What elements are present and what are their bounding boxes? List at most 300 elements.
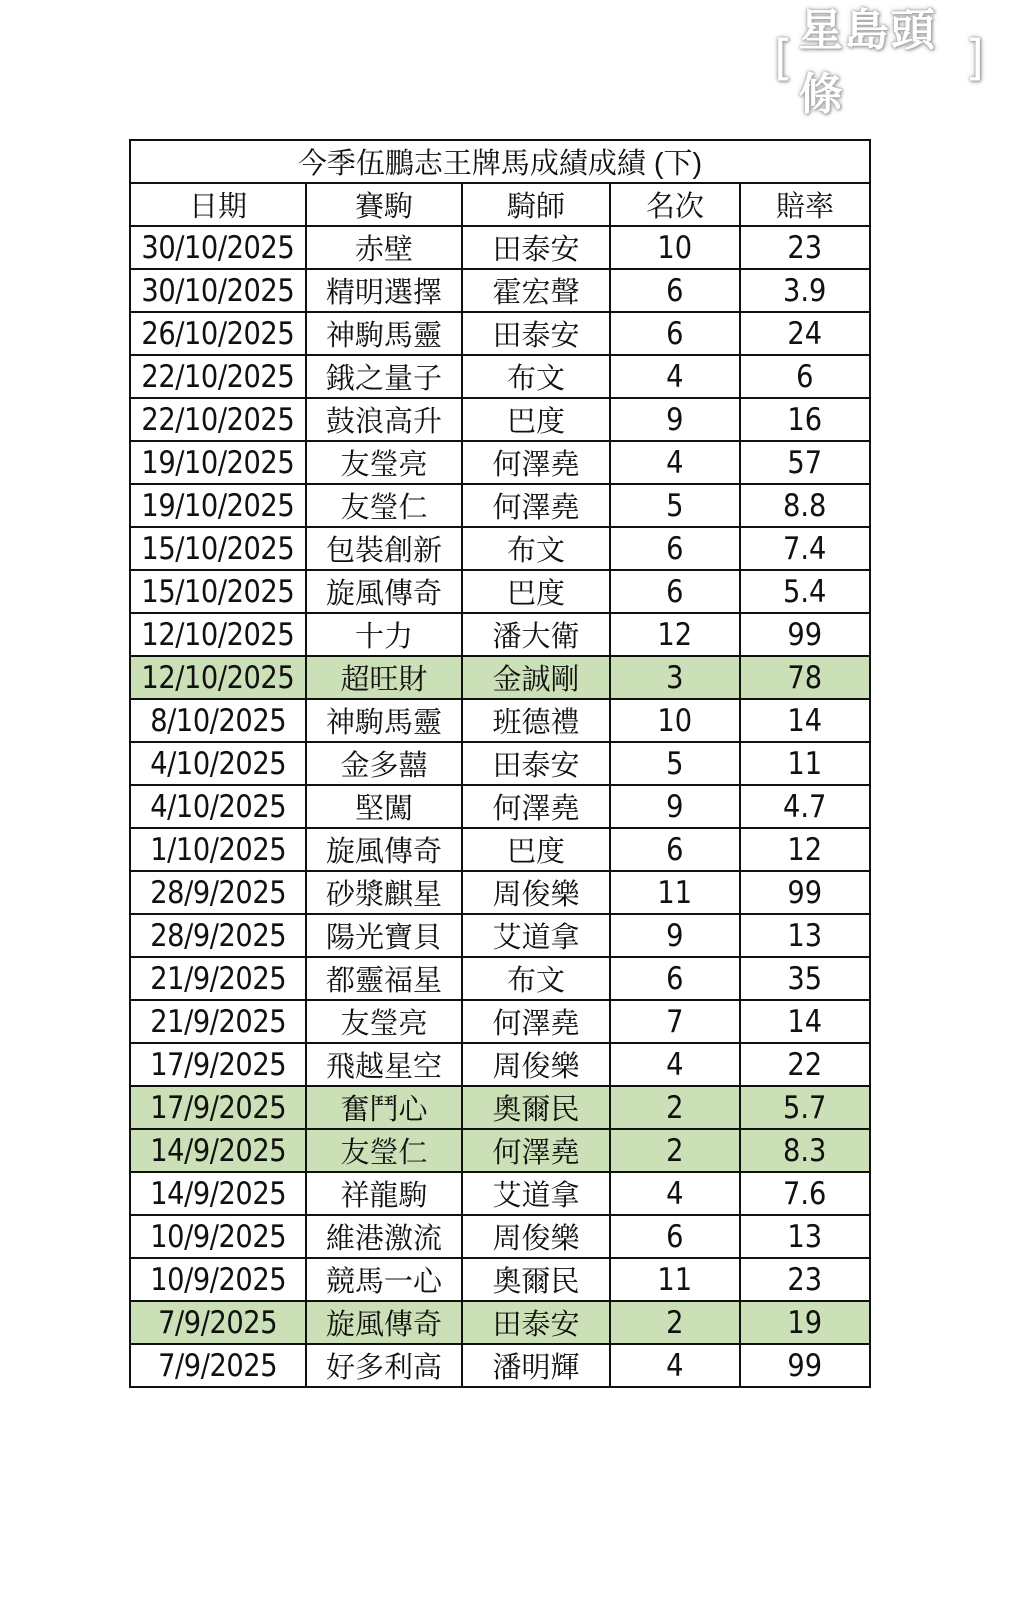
cell-jockey-text: 巴度 [506, 576, 565, 610]
cell-horse [306, 570, 462, 613]
cell-date-text: 21/9/2025 [150, 1003, 286, 1040]
cell-jockey-text: 潘明輝 [492, 1350, 580, 1384]
cell-date [130, 1301, 306, 1344]
cell-horse-text: 十力 [354, 619, 413, 653]
cell-place [610, 957, 740, 1000]
cell-horse [306, 269, 462, 312]
table-row [130, 1258, 870, 1301]
table-title: 今季伍鵬志王牌馬成績成績 (下) [130, 140, 870, 183]
cell-jockey [462, 484, 610, 527]
cell-jockey-text: 周俊樂 [492, 877, 580, 911]
cell-horse-text: 旋風傳奇 [325, 576, 442, 610]
cell-date [130, 269, 306, 312]
cell-place-text: 9 [666, 917, 684, 954]
cell-date-text: 17/9/2025 [150, 1089, 286, 1126]
cell-jockey [462, 785, 610, 828]
cell-jockey-text: 田泰安 [492, 318, 580, 352]
cell-odds-text: 11 [787, 745, 823, 782]
cell-date [130, 226, 306, 269]
cell-odds [740, 441, 870, 484]
cell-odds-text: 6 [796, 358, 814, 395]
table-row [130, 1129, 870, 1172]
cell-odds-text: 14 [787, 702, 823, 739]
cell-place [610, 312, 740, 355]
cell-place [610, 1172, 740, 1215]
table-row [130, 742, 870, 785]
table-row [130, 527, 870, 570]
cell-place [610, 828, 740, 871]
cell-jockey-text: 金誠剛 [492, 662, 580, 696]
cell-date [130, 1000, 306, 1043]
cell-odds [740, 484, 870, 527]
cell-jockey-text: 何澤堯 [492, 1135, 580, 1169]
cell-place [610, 1043, 740, 1086]
cell-date-text: 12/10/2025 [141, 659, 295, 696]
cell-date-text: 8/10/2025 [150, 702, 286, 739]
cell-horse [306, 1043, 462, 1086]
cell-jockey-text: 何澤堯 [492, 791, 580, 825]
cell-jockey-text: 奧爾民 [492, 1264, 580, 1298]
cell-odds-text: 13 [787, 1218, 823, 1255]
cell-odds-text: 14 [787, 1003, 823, 1040]
cell-place-text: 4 [666, 358, 684, 395]
cell-date [130, 914, 306, 957]
watermark-logo [770, 5, 990, 120]
cell-odds [740, 1215, 870, 1258]
cell-date-text: 19/10/2025 [141, 444, 295, 481]
cell-horse-text: 好多利高 [325, 1350, 442, 1384]
cell-place-text: 2 [666, 1132, 684, 1169]
cell-odds [740, 1172, 870, 1215]
cell-odds [740, 785, 870, 828]
cell-date-text: 12/10/2025 [141, 616, 295, 653]
cell-odds [740, 570, 870, 613]
cell-horse-text: 超旺財 [340, 662, 428, 696]
cell-horse-text: 鼓浪高升 [325, 404, 442, 438]
table-row [130, 828, 870, 871]
cell-odds [740, 613, 870, 656]
cell-odds [740, 355, 870, 398]
cell-jockey [462, 355, 610, 398]
cell-horse [306, 226, 462, 269]
cell-place-text: 11 [657, 874, 693, 911]
cell-place [610, 871, 740, 914]
cell-horse [306, 441, 462, 484]
cell-horse-text: 奮鬥心 [340, 1092, 428, 1126]
cell-horse [306, 656, 462, 699]
cell-date [130, 1344, 306, 1387]
cell-date [130, 484, 306, 527]
cell-jockey [462, 656, 610, 699]
cell-jockey-text: 何澤堯 [492, 490, 580, 524]
cell-jockey-text: 布文 [506, 533, 565, 567]
cell-jockey-text: 田泰安 [492, 232, 580, 266]
cell-date [130, 699, 306, 742]
cell-place-text: 5 [666, 487, 684, 524]
cell-horse-text: 競馬一心 [325, 1264, 442, 1298]
cell-horse [306, 484, 462, 527]
cell-date-text: 28/9/2025 [150, 874, 286, 911]
cell-place [610, 398, 740, 441]
cell-horse [306, 1344, 462, 1387]
cell-date [130, 613, 306, 656]
cell-date [130, 828, 306, 871]
cell-horse [306, 828, 462, 871]
table-row [130, 570, 870, 613]
cell-odds-text: 16 [787, 401, 823, 438]
cell-odds [740, 1344, 870, 1387]
table-row [130, 1000, 870, 1043]
cell-place-text: 9 [666, 401, 684, 438]
cell-horse-text: 鋨之量子 [325, 361, 442, 395]
cell-jockey [462, 828, 610, 871]
cell-odds [740, 914, 870, 957]
cell-date [130, 312, 306, 355]
cell-date [130, 742, 306, 785]
cell-jockey-text: 巴度 [506, 404, 565, 438]
cell-jockey [462, 398, 610, 441]
cell-odds-text: 12 [787, 831, 823, 868]
cell-odds-text: 8.8 [783, 487, 827, 524]
cell-odds [740, 656, 870, 699]
cell-horse-text: 神駒馬靈 [325, 318, 442, 352]
logo-bracket-right-icon: ] [965, 30, 986, 86]
cell-jockey-text: 布文 [506, 361, 565, 395]
cell-place-text: 6 [666, 272, 684, 309]
cell-place-text: 10 [657, 229, 693, 266]
cell-horse [306, 785, 462, 828]
cell-odds [740, 699, 870, 742]
cell-horse [306, 1172, 462, 1215]
cell-place-text: 10 [657, 702, 693, 739]
cell-odds [740, 871, 870, 914]
cell-place [610, 355, 740, 398]
cell-jockey-text: 巴度 [506, 834, 565, 868]
cell-jockey-text: 艾道拿 [492, 920, 580, 954]
cell-horse-text: 友瑩仁 [340, 490, 428, 524]
cell-place [610, 742, 740, 785]
cell-place-text: 11 [657, 1261, 693, 1298]
cell-horse [306, 742, 462, 785]
cell-jockey [462, 1043, 610, 1086]
cell-place [610, 699, 740, 742]
table-row [130, 957, 870, 1000]
cell-jockey-text: 何澤堯 [492, 447, 580, 481]
cell-jockey [462, 613, 610, 656]
cell-horse [306, 1301, 462, 1344]
cell-place [610, 1215, 740, 1258]
cell-date-text: 14/9/2025 [150, 1175, 286, 1212]
logo-bracket-left-icon: [ [774, 30, 795, 86]
cell-date-text: 30/10/2025 [141, 272, 295, 309]
table-row [130, 441, 870, 484]
title-row [130, 140, 870, 183]
cell-horse-text: 陽光寶貝 [325, 920, 442, 954]
cell-date [130, 355, 306, 398]
cell-odds-text: 3.9 [783, 272, 827, 309]
cell-horse [306, 312, 462, 355]
cell-place [610, 570, 740, 613]
cell-jockey [462, 1258, 610, 1301]
cell-odds-text: 19 [787, 1304, 823, 1341]
cell-horse-text: 維港激流 [325, 1221, 442, 1255]
cell-place-text: 6 [666, 530, 684, 567]
cell-horse [306, 1215, 462, 1258]
cell-horse [306, 398, 462, 441]
cell-jockey-text: 周俊樂 [492, 1049, 580, 1083]
cell-odds [740, 1129, 870, 1172]
cell-horse-text: 友瑩亮 [340, 1006, 428, 1040]
cell-odds [740, 527, 870, 570]
cell-odds [740, 1301, 870, 1344]
cell-date-text: 22/10/2025 [141, 401, 295, 438]
cell-date [130, 1129, 306, 1172]
cell-jockey [462, 1129, 610, 1172]
cell-horse [306, 527, 462, 570]
cell-odds [740, 226, 870, 269]
cell-horse [306, 1129, 462, 1172]
header-jockey: 騎師 [462, 183, 610, 226]
table-row [130, 226, 870, 269]
cell-date [130, 785, 306, 828]
cell-place [610, 441, 740, 484]
cell-place-text: 9 [666, 788, 684, 825]
cell-odds-text: 23 [787, 1261, 823, 1298]
cell-jockey [462, 699, 610, 742]
table-row [130, 914, 870, 957]
cell-odds-text: 5.4 [783, 573, 827, 610]
cell-place [610, 656, 740, 699]
cell-jockey-text: 班德禮 [492, 705, 580, 739]
cell-jockey [462, 742, 610, 785]
table-row [130, 484, 870, 527]
cell-place-text: 6 [666, 315, 684, 352]
table-row [130, 312, 870, 355]
cell-jockey [462, 226, 610, 269]
results-table [129, 139, 871, 1388]
cell-jockey [462, 914, 610, 957]
cell-date [130, 1215, 306, 1258]
table-row [130, 871, 870, 914]
cell-jockey-text: 霍宏聲 [492, 275, 580, 309]
cell-horse [306, 1086, 462, 1129]
cell-date-text: 15/10/2025 [141, 573, 295, 610]
cell-horse-text: 友瑩亮 [340, 447, 428, 481]
table-row [130, 355, 870, 398]
cell-date-text: 4/10/2025 [150, 745, 286, 782]
logo-text: 星島頭條 [798, 5, 937, 120]
header-row [130, 183, 870, 226]
cell-jockey-text: 艾道拿 [492, 1178, 580, 1212]
cell-place [610, 1000, 740, 1043]
cell-jockey [462, 1301, 610, 1344]
table-row [130, 785, 870, 828]
table-row [130, 1086, 870, 1129]
cell-date-text: 10/9/2025 [150, 1261, 286, 1298]
cell-date-text: 1/10/2025 [150, 831, 286, 868]
cell-horse-text: 友瑩仁 [340, 1135, 428, 1169]
cell-horse [306, 914, 462, 957]
cell-place-text: 6 [666, 831, 684, 868]
cell-jockey [462, 570, 610, 613]
cell-date-text: 10/9/2025 [150, 1218, 286, 1255]
cell-odds [740, 957, 870, 1000]
cell-place-text: 6 [666, 573, 684, 610]
cell-date [130, 570, 306, 613]
cell-odds-text: 99 [787, 1347, 823, 1384]
cell-date [130, 441, 306, 484]
cell-horse-text: 金多囍 [340, 748, 428, 782]
cell-date-text: 4/10/2025 [150, 788, 286, 825]
cell-date [130, 871, 306, 914]
cell-place [610, 785, 740, 828]
cell-odds [740, 828, 870, 871]
table-row [130, 1301, 870, 1344]
cell-horse [306, 355, 462, 398]
table-row [130, 269, 870, 312]
cell-jockey-text: 奧爾民 [492, 1092, 580, 1126]
cell-jockey [462, 1086, 610, 1129]
cell-odds-text: 7.6 [783, 1175, 827, 1212]
cell-place-text: 2 [666, 1304, 684, 1341]
cell-horse-text: 堅闖 [354, 791, 413, 825]
cell-odds-text: 22 [787, 1046, 823, 1083]
cell-date-text: 17/9/2025 [150, 1046, 286, 1083]
cell-odds-text: 4.7 [783, 788, 827, 825]
cell-horse-text: 旋風傳奇 [325, 834, 442, 868]
cell-horse-text: 精明選擇 [325, 275, 442, 309]
cell-odds [740, 1086, 870, 1129]
cell-place-text: 5 [666, 745, 684, 782]
cell-date [130, 398, 306, 441]
table-row [130, 699, 870, 742]
cell-date [130, 1043, 306, 1086]
cell-place-text: 2 [666, 1089, 684, 1126]
cell-date-text: 14/9/2025 [150, 1132, 286, 1169]
cell-horse-text: 飛越星空 [325, 1049, 442, 1083]
cell-place-text: 12 [657, 616, 693, 653]
cell-jockey-text: 何澤堯 [492, 1006, 580, 1040]
table-row [130, 613, 870, 656]
cell-odds [740, 1258, 870, 1301]
table-row [130, 398, 870, 441]
cell-date-text: 19/10/2025 [141, 487, 295, 524]
cell-horse-text: 旋風傳奇 [325, 1307, 442, 1341]
cell-date-text: 7/9/2025 [158, 1347, 278, 1384]
cell-horse [306, 699, 462, 742]
table-row [130, 1215, 870, 1258]
header-place: 名次 [610, 183, 740, 226]
header-date: 日期 [130, 183, 306, 226]
cell-jockey [462, 1000, 610, 1043]
cell-horse-text: 神駒馬靈 [325, 705, 442, 739]
cell-horse [306, 613, 462, 656]
cell-place [610, 1129, 740, 1172]
cell-jockey [462, 871, 610, 914]
cell-odds-text: 7.4 [783, 530, 827, 567]
cell-odds [740, 1043, 870, 1086]
cell-date [130, 1258, 306, 1301]
cell-horse-text: 祥龍駒 [340, 1178, 428, 1212]
table-row [130, 1344, 870, 1387]
cell-horse [306, 871, 462, 914]
cell-odds [740, 269, 870, 312]
cell-jockey [462, 1215, 610, 1258]
cell-odds [740, 742, 870, 785]
cell-date [130, 527, 306, 570]
cell-place-text: 4 [666, 1046, 684, 1083]
cell-horse-text: 都靈福星 [325, 963, 442, 997]
cell-place [610, 1344, 740, 1387]
cell-place [610, 613, 740, 656]
table-row [130, 1172, 870, 1215]
cell-place [610, 1086, 740, 1129]
cell-odds-text: 8.3 [783, 1132, 827, 1169]
table-row [130, 1043, 870, 1086]
cell-date [130, 957, 306, 1000]
cell-odds [740, 312, 870, 355]
cell-jockey [462, 1172, 610, 1215]
cell-date [130, 1086, 306, 1129]
cell-jockey-text: 周俊樂 [492, 1221, 580, 1255]
cell-odds-text: 24 [787, 315, 823, 352]
cell-date-text: 21/9/2025 [150, 960, 286, 997]
cell-jockey [462, 269, 610, 312]
cell-date-text: 28/9/2025 [150, 917, 286, 954]
cell-odds-text: 99 [787, 874, 823, 911]
cell-jockey [462, 441, 610, 484]
cell-date [130, 1172, 306, 1215]
cell-horse [306, 1000, 462, 1043]
cell-jockey [462, 312, 610, 355]
cell-odds-text: 13 [787, 917, 823, 954]
cell-date-text: 30/10/2025 [141, 229, 295, 266]
cell-place [610, 527, 740, 570]
cell-horse-text: 砂漿麒星 [325, 877, 442, 911]
cell-jockey-text: 潘大衛 [492, 619, 580, 653]
cell-date-text: 15/10/2025 [141, 530, 295, 567]
cell-place-text: 4 [666, 1175, 684, 1212]
cell-date-text: 22/10/2025 [141, 358, 295, 395]
cell-place-text: 6 [666, 960, 684, 997]
cell-horse-text: 赤壁 [354, 232, 413, 266]
cell-place-text: 6 [666, 1218, 684, 1255]
cell-place-text: 7 [666, 1003, 684, 1040]
cell-odds-text: 99 [787, 616, 823, 653]
cell-odds-text: 35 [787, 960, 823, 997]
cell-odds-text: 57 [787, 444, 823, 481]
table-row [130, 656, 870, 699]
cell-odds-text: 78 [787, 659, 823, 696]
cell-jockey [462, 527, 610, 570]
header-odds: 賠率 [740, 183, 870, 226]
cell-odds-text: 23 [787, 229, 823, 266]
cell-jockey [462, 1344, 610, 1387]
cell-date [130, 656, 306, 699]
cell-jockey [462, 957, 610, 1000]
cell-place-text: 4 [666, 1347, 684, 1384]
cell-place-text: 3 [666, 659, 684, 696]
cell-place [610, 1301, 740, 1344]
cell-place [610, 914, 740, 957]
cell-place [610, 1258, 740, 1301]
cell-jockey-text: 田泰安 [492, 1307, 580, 1341]
cell-place [610, 269, 740, 312]
cell-odds [740, 1000, 870, 1043]
header-horse: 賽駒 [306, 183, 462, 226]
table-body [130, 226, 870, 1387]
cell-jockey-text: 布文 [506, 963, 565, 997]
